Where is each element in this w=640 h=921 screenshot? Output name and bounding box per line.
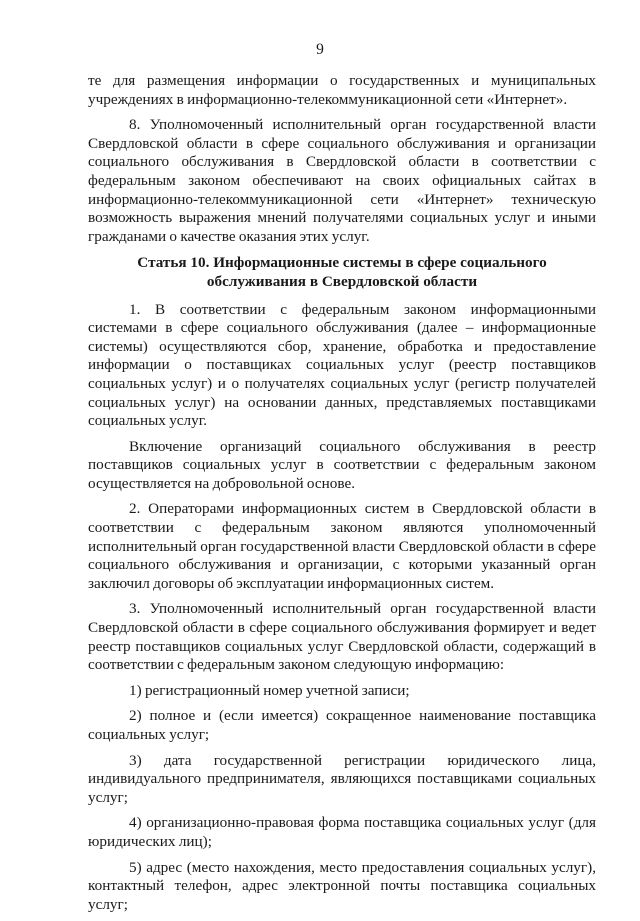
page-number: 9 [316,41,324,58]
list-item-3: 3) дата государственной регистрации юридического лица, индивидуального предпринимателя, являющихся поставщиками социальных услуг; [88,751,596,806]
paragraph-continuation: те для размещения информации о государственных и муниципальных учреждениях в информационно-телекоммуникационной сети «Интернет». [88,72,596,108]
paragraph-item-2: 2. Операторами информационных систем в Свердловской области в соответствии с федеральным законом являются уполномоченный исполнительный орган государственной власти Свердловской области в сфере социального обслуживания и организации, с которыми указанный орган заключил договоры об эксплуатации информационных систем. [88,500,596,592]
paragraph-inclusion: Включение организаций социального обслуживания в реестр поставщиков социальных услуг в соответствии с федеральным законом осуществляется на добровольной основе. [88,437,596,492]
list-item-4: 4) организационно-правовая форма поставщика социальных услуг (для юридических лиц); [88,814,596,850]
list-item-5: 5) адрес (место нахождения, место предоставления социальных услуг), контактный телефон, адрес электронной почты поставщика социальных услуг; [88,858,596,913]
document-body [88,72,596,921]
list-item-2: 2) полное и (если имеется) сокращенное наименование поставщика социальных услуг; [88,707,596,743]
paragraph-item-8: 8. Уполномоченный исполнительный орган государственной власти Свердловской области в сфере социального обслуживания и организации социального обслуживания в Свердловской области в соответствии с федеральным законом обеспечивают на своих официальных сайтах в информационно-телекоммуникационной сети «Интернет» техническую возможность выражения мнений получателями социальных услуг и иными гражданами о качестве оказания этих услуг. [88,116,596,245]
article-heading: Статья 10. Информационные системы в сфере социального обслуживания в Свердловской области [137,254,547,290]
paragraph-item-3: 3. Уполномоченный исполнительный орган государственной власти Свердловской области в сфере социального обслуживания формирует и ведет реестр поставщиков социальных услуг Свердловской области, содержащий в соответствии с федеральным законом следующую информацию: [88,600,596,674]
list-item-1: 1) регистрационный номер учетной записи; [129,681,410,699]
paragraph-item-1: 1. В соответствии с федеральным законом информационными системами в сфере социального обслуживания (далее – информационные системы) осуществляются сбор, хранение, обработка и предоставление информации о поставщиках социальных услуг (реестр поставщиков социальных услуг) и о получателях социальных услуг (регистр получателей социальных услуг) на основании данных, представляемых поставщиками социальных услуг. [88,300,596,430]
